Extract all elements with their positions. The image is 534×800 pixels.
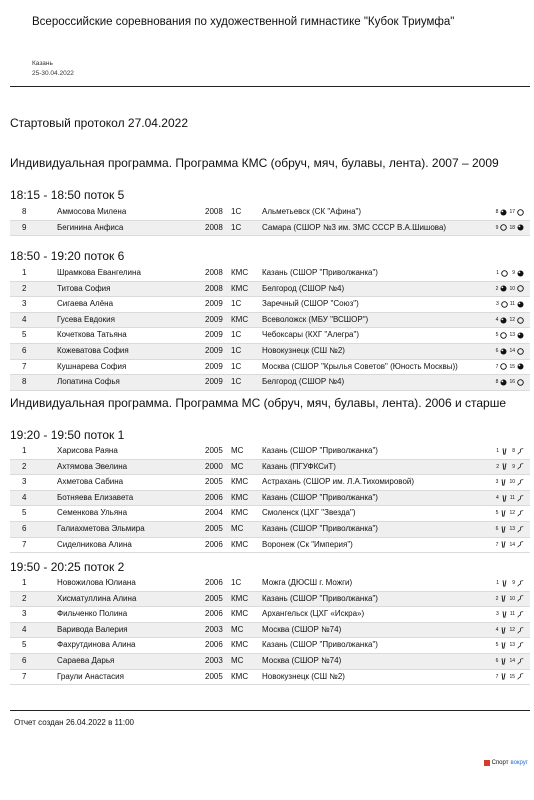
apparatus-order-number: 11	[509, 611, 515, 618]
ribbon-icon	[517, 611, 524, 618]
club-name: Самара (СШОР №3 им. ЗМС СССР В.А.Шишова)	[262, 222, 447, 232]
table-row[interactable]	[10, 475, 530, 491]
clubs-icon	[501, 463, 508, 470]
gymnast-name: Галиахметова Эльмира	[57, 523, 145, 533]
apparatus-order-number: 6	[495, 347, 499, 354]
report-created: Отчет создан 26.04.2022 в 11:00	[14, 718, 134, 727]
apparatus-order	[494, 297, 524, 312]
start-number: 4	[22, 624, 27, 634]
sport-rank: КМС	[231, 671, 249, 681]
birth-year: 2004	[205, 508, 223, 518]
gymnast-name: Варивода Валерия	[57, 624, 128, 634]
apparatus-order	[493, 538, 524, 553]
gymnast-name: Сигаева Алёна	[57, 299, 114, 309]
start-list-table	[10, 266, 530, 391]
apparatus-order-number: 1	[496, 270, 499, 276]
sport-rank: 1С	[231, 578, 242, 587]
gymnast-name: Сиделникова Алина	[57, 539, 132, 549]
birth-year: 2009	[205, 377, 223, 387]
start-number: 1	[22, 446, 27, 455]
apparatus-order	[494, 576, 524, 591]
start-number: 1	[22, 268, 27, 277]
club-name: Белгород (СШОР №4)	[262, 377, 345, 387]
program-title: Индивидуальная программа. Программа КМС (обруч, мяч, булавы, лента). 2007 – 2009	[10, 156, 499, 170]
birth-year: 2009	[205, 345, 223, 355]
gymnast-name: Новожилова Юлиана	[57, 578, 136, 587]
club-name: Белгород (СШОР №4)	[262, 283, 345, 293]
hoop-icon	[517, 209, 524, 216]
apparatus-order-number: 5	[495, 642, 499, 649]
club-name: Архангельск (ЦХГ «Искра»)	[262, 609, 365, 619]
apparatus-order	[494, 491, 524, 506]
apparatus-order-number: 4	[496, 494, 499, 501]
hoop-icon	[517, 285, 524, 292]
apparatus-order	[493, 344, 524, 359]
hoop-icon	[517, 317, 524, 324]
gymnast-name: Харисова Раяна	[57, 446, 118, 455]
table-row[interactable]	[10, 670, 530, 686]
gymnast-name: Кочеткова Татьяна	[57, 330, 127, 340]
sport-rank: МС	[231, 624, 244, 634]
club-name: Москва (СШОР №74)	[262, 624, 342, 634]
table-row[interactable]	[10, 328, 530, 344]
table-row[interactable]	[10, 506, 530, 522]
ball-icon	[517, 332, 524, 339]
competition-city: Казань	[32, 60, 53, 67]
start-number: 2	[22, 283, 27, 293]
apparatus-order-number: 9	[512, 580, 515, 586]
club-name: Казань (СШОР "Приволжанка")	[262, 640, 378, 650]
apparatus-order-number: 2	[496, 463, 499, 470]
flow-title: 18:15 - 18:50 поток 5	[10, 188, 125, 202]
sport-rank: КМС	[231, 609, 249, 619]
apparatus-order	[493, 282, 524, 297]
gymnast-name: Лопатина Софья	[57, 377, 120, 387]
table-row[interactable]	[10, 313, 530, 329]
apparatus-order-number: 4	[495, 316, 499, 323]
gymnast-name: Титова София	[57, 283, 111, 293]
ball-icon	[500, 379, 507, 386]
hoop-icon	[517, 379, 524, 386]
start-number: 1	[22, 578, 27, 587]
sport-rank: 1С	[231, 207, 242, 216]
apparatus-order-number: 8	[495, 379, 499, 386]
apparatus-order-number: 12	[509, 316, 515, 323]
hoop-icon	[500, 332, 507, 339]
clubs-icon	[500, 479, 507, 486]
ribbon-icon	[517, 673, 524, 680]
apparatus-order-number: 10	[509, 285, 515, 292]
club-name: Казань (СШОР "Приволжанка")	[262, 268, 378, 277]
apparatus-order-number: 6	[495, 657, 499, 664]
birth-year: 2008	[205, 222, 223, 232]
clubs-icon	[501, 495, 508, 502]
hoop-icon	[500, 224, 507, 231]
apparatus-order-number: 10	[509, 595, 515, 602]
hoop-icon	[500, 363, 507, 370]
start-number: 3	[22, 609, 27, 619]
apparatus-order	[493, 221, 524, 236]
hoop-icon	[517, 348, 524, 355]
birth-year: 2008	[205, 268, 223, 277]
birth-year: 2009	[205, 314, 223, 324]
apparatus-order	[493, 475, 524, 490]
club-name: Новокузнецк (СШ №2)	[262, 671, 345, 681]
clubs-icon	[500, 510, 507, 517]
sport-rank: МС	[231, 446, 244, 455]
gymnast-name: Ахтямова Эвелина	[57, 461, 128, 471]
ribbon-icon	[517, 595, 524, 602]
club-name: Смоленск (ЦХГ "Звезда")	[262, 508, 356, 518]
apparatus-order	[493, 328, 524, 343]
ball-icon	[517, 363, 524, 370]
protocol-title: Стартовый протокол 27.04.2022	[10, 116, 188, 130]
header-divider	[10, 86, 530, 87]
apparatus-order-number: 18	[509, 224, 515, 231]
table-row[interactable]	[10, 205, 530, 221]
birth-year: 2005	[205, 446, 223, 455]
ball-icon	[517, 270, 524, 277]
table-row[interactable]	[10, 282, 530, 298]
clubs-icon	[500, 627, 507, 634]
flow-title: 18:50 - 19:20 поток 6	[10, 249, 125, 263]
clubs-icon	[500, 541, 507, 548]
apparatus-order-number: 6	[495, 525, 499, 532]
table-row[interactable]	[10, 491, 530, 507]
hoop-icon	[501, 301, 508, 308]
ribbon-icon	[517, 541, 524, 548]
gymnast-name: Ботняева Елизавета	[57, 492, 134, 502]
club-name: Заречный (СШОР "Союз")	[262, 299, 359, 309]
apparatus-order-number: 13	[509, 525, 515, 532]
gymnast-name: Кушнарева София	[57, 361, 127, 371]
table-row[interactable]	[10, 522, 530, 538]
gymnast-name: Граули Анастасия	[57, 671, 124, 681]
apparatus-order-number: 7	[495, 541, 499, 548]
apparatus-order	[493, 670, 524, 685]
apparatus-order	[493, 522, 524, 537]
competition-title: Всероссийские соревнования по художественной гимнастике "Кубок Триумфа"	[32, 16, 455, 28]
birth-year: 2006	[205, 578, 223, 587]
table-row[interactable]	[10, 592, 530, 608]
birth-year: 2006	[205, 640, 223, 650]
gymnast-name: Семенкова Ульяна	[57, 508, 128, 518]
flow-title: 19:50 - 20:25 поток 2	[10, 560, 125, 574]
sport-rank: 1С	[231, 361, 242, 371]
club-name: Казань (СШОР "Приволжанка")	[262, 523, 378, 533]
birth-year: 2005	[205, 671, 223, 681]
start-number: 6	[22, 345, 27, 355]
apparatus-order-number: 3	[496, 301, 499, 308]
sport-rank: КМС	[231, 477, 249, 487]
ribbon-icon	[517, 526, 524, 533]
club-name: Москва (СШОР "Крылья Советов" (Юность Москвы))	[262, 361, 458, 371]
apparatus-order-number: 8	[512, 448, 515, 454]
table-row[interactable]	[10, 360, 530, 376]
club-name: Казань (СШОР "Приволжанка")	[262, 446, 378, 455]
ball-icon	[500, 348, 507, 355]
start-number: 8	[22, 207, 27, 216]
start-number: 2	[22, 461, 27, 471]
gymnast-name: Фахрутдинова Алина	[57, 640, 136, 650]
sport-rank: 1С	[231, 222, 242, 232]
birth-year: 2009	[205, 330, 223, 340]
apparatus-order-number: 9	[495, 224, 499, 231]
start-number: 4	[22, 492, 27, 502]
birth-year: 2008	[205, 283, 223, 293]
club-name: Астрахань (СШОР им. Л.А.Тихомировой)	[262, 477, 415, 487]
apparatus-order-number: 5	[495, 332, 499, 339]
competition-dates: 25-30.04.2022	[32, 70, 74, 77]
gymnast-name: Аммосова Милена	[57, 207, 127, 216]
ribbon-icon	[517, 580, 524, 587]
club-name: Воронеж (Ск "Империя")	[262, 539, 353, 549]
table-row[interactable]	[10, 623, 530, 639]
apparatus-order-number: 2	[495, 595, 499, 602]
start-number: 9	[22, 222, 27, 232]
apparatus-order-number: 15	[509, 363, 515, 370]
sport-rank: 1С	[231, 299, 242, 309]
gymnast-name: Шрамкова Евангелина	[57, 268, 141, 277]
birth-year: 2006	[205, 492, 223, 502]
apparatus-order-number: 15	[509, 673, 515, 680]
apparatus-order-number: 5	[495, 510, 499, 517]
gymnast-name: Фильченко Полина	[57, 609, 128, 619]
start-number: 7	[22, 361, 27, 371]
sport-rank: КМС	[231, 593, 249, 603]
apparatus-order-number: 7	[495, 363, 499, 370]
ribbon-icon	[517, 448, 524, 455]
table-row[interactable]	[10, 460, 530, 476]
logo-flag-icon	[484, 760, 490, 766]
gymnast-name: Бегинина Анфиса	[57, 222, 124, 232]
club-name: Чебоксары (КХГ "Алегра")	[262, 330, 360, 340]
apparatus-order	[494, 460, 524, 475]
club-name: Можга (ДЮСШ г. Можги)	[262, 578, 353, 587]
club-name: Альметьевск (СК "Афина")	[262, 207, 362, 216]
apparatus-order-number: 11	[509, 301, 515, 308]
sport-rank: КМС	[231, 640, 249, 650]
ribbon-icon	[517, 627, 524, 634]
table-row[interactable]	[10, 375, 530, 391]
apparatus-order	[493, 313, 524, 328]
birth-year: 2006	[205, 539, 223, 549]
birth-year: 2000	[205, 461, 223, 471]
apparatus-order-number: 14	[509, 657, 515, 664]
sport-rank: КМС	[231, 268, 249, 277]
apparatus-order-number: 8	[495, 209, 499, 215]
start-list-table	[10, 444, 530, 553]
start-number: 7	[22, 539, 27, 549]
birth-year: 2005	[205, 523, 223, 533]
ball-icon	[500, 285, 507, 292]
apparatus-order-number: 17	[509, 209, 515, 215]
table-row[interactable]	[10, 607, 530, 623]
clubs-icon	[500, 595, 507, 602]
apparatus-order-number: 14	[509, 541, 515, 548]
apparatus-order-number: 1	[496, 580, 499, 586]
apparatus-order-number: 12	[509, 626, 515, 633]
ribbon-icon	[517, 479, 524, 486]
apparatus-order	[493, 592, 524, 607]
apparatus-order	[494, 444, 524, 459]
birth-year: 2005	[205, 593, 223, 603]
apparatus-order-number: 1	[496, 448, 499, 454]
apparatus-order	[493, 623, 524, 638]
club-name: Новокузнецк (СШ №2)	[262, 345, 345, 355]
start-number: 2	[22, 593, 27, 603]
table-row[interactable]	[10, 344, 530, 360]
birth-year: 2009	[205, 299, 223, 309]
clubs-icon	[501, 448, 508, 455]
start-number: 3	[22, 299, 27, 309]
table-row[interactable]	[10, 444, 530, 460]
gymnast-name: Сараева Дарья	[57, 655, 115, 665]
apparatus-order-number: 3	[496, 611, 499, 618]
apparatus-order	[493, 506, 524, 521]
table-row[interactable]	[10, 576, 530, 592]
clubs-icon	[500, 642, 507, 649]
club-name: Всеволожск (МБУ "ВСШОР")	[262, 314, 369, 324]
clubs-icon	[500, 526, 507, 533]
clubs-icon	[500, 658, 507, 665]
sport-rank: 1С	[231, 345, 242, 355]
clubs-icon	[501, 580, 508, 587]
gymnast-name: Гусева Евдокия	[57, 314, 115, 324]
apparatus-order	[493, 654, 524, 669]
sport-rank: КМС	[231, 539, 249, 549]
birth-year: 2005	[205, 477, 223, 487]
club-name: Казань (СШОР "Приволжанка")	[262, 593, 378, 603]
start-list-table	[10, 576, 530, 685]
apparatus-order	[493, 360, 524, 375]
apparatus-order-number: 11	[509, 494, 515, 501]
apparatus-order-number: 16	[509, 379, 515, 386]
apparatus-order-number: 13	[509, 642, 515, 649]
birth-year: 2003	[205, 655, 223, 665]
start-number: 6	[22, 523, 27, 533]
ribbon-icon	[517, 463, 524, 470]
table-row[interactable]	[10, 221, 530, 237]
apparatus-order-number: 4	[495, 626, 499, 633]
apparatus-order-number: 12	[509, 510, 515, 517]
sport-rank: МС	[231, 523, 244, 533]
apparatus-order-number: 7	[495, 673, 499, 680]
ball-icon	[500, 317, 507, 324]
clubs-icon	[500, 673, 507, 680]
table-row[interactable]	[10, 297, 530, 313]
gymnast-name: Кожеватова София	[57, 345, 129, 355]
flow-title: 19:20 - 19:50 поток 1	[10, 428, 125, 442]
ball-icon	[517, 224, 524, 231]
club-name: Москва (СШОР №74)	[262, 655, 342, 665]
start-number: 4	[22, 314, 27, 324]
start-number: 3	[22, 477, 27, 487]
table-row[interactable]	[10, 638, 530, 654]
apparatus-order	[494, 607, 524, 622]
sport-vokrug-logo[interactable]	[484, 760, 528, 766]
apparatus-order-number: 13	[509, 332, 515, 339]
table-row[interactable]	[10, 654, 530, 670]
table-row[interactable]	[10, 266, 530, 282]
start-number: 8	[22, 377, 27, 387]
ribbon-icon	[517, 642, 524, 649]
sport-rank: 1С	[231, 330, 242, 340]
clubs-icon	[501, 611, 508, 618]
apparatus-order-number: 9	[512, 270, 515, 276]
program-title: Индивидуальная программа. Программа МС (обруч, мяч, булавы, лента). 2006 и старше	[10, 396, 507, 410]
sport-rank: КМС	[231, 492, 249, 502]
table-row[interactable]	[10, 538, 530, 554]
ribbon-icon	[517, 658, 524, 665]
gymnast-name: Ахметова Сабина	[57, 477, 124, 487]
birth-year: 2003	[205, 624, 223, 634]
ribbon-icon	[517, 510, 524, 517]
ball-icon	[517, 301, 524, 308]
apparatus-order-number: 14	[509, 347, 515, 354]
apparatus-order	[494, 266, 524, 281]
start-number: 5	[22, 640, 27, 650]
club-name: Казань (СШОР "Приволжанка")	[262, 492, 378, 502]
sport-rank: МС	[231, 655, 244, 665]
apparatus-order-number: 9	[512, 463, 515, 470]
birth-year: 2006	[205, 609, 223, 619]
apparatus-order	[493, 205, 524, 220]
sport-rank: 1С	[231, 377, 242, 387]
sport-rank: КМС	[231, 283, 249, 293]
start-number: 6	[22, 655, 27, 665]
start-number: 5	[22, 330, 27, 340]
sport-rank: КМС	[231, 508, 249, 518]
apparatus-order-number: 10	[509, 479, 515, 486]
gymnast-name: Хисматуллина Алина	[57, 593, 137, 603]
start-number: 7	[22, 671, 27, 681]
start-list-table	[10, 205, 530, 236]
logo-word-sport: Спорт	[491, 760, 509, 766]
apparatus-order	[493, 375, 524, 390]
ribbon-icon	[517, 495, 524, 502]
apparatus-order-number: 2	[495, 285, 499, 292]
sport-rank: КМС	[231, 314, 249, 324]
birth-year: 2008	[205, 207, 223, 216]
sport-rank: МС	[231, 461, 244, 471]
club-name: Казань (ПГУФКСиТ)	[262, 461, 336, 471]
birth-year: 2009	[205, 361, 223, 371]
hoop-icon	[501, 270, 508, 277]
apparatus-order	[493, 638, 524, 653]
apparatus-order-number: 3	[495, 479, 499, 486]
start-number: 5	[22, 508, 27, 518]
footer-divider	[10, 710, 530, 711]
logo-word-vokrug: вокруг	[510, 760, 528, 766]
ball-icon	[500, 209, 507, 216]
